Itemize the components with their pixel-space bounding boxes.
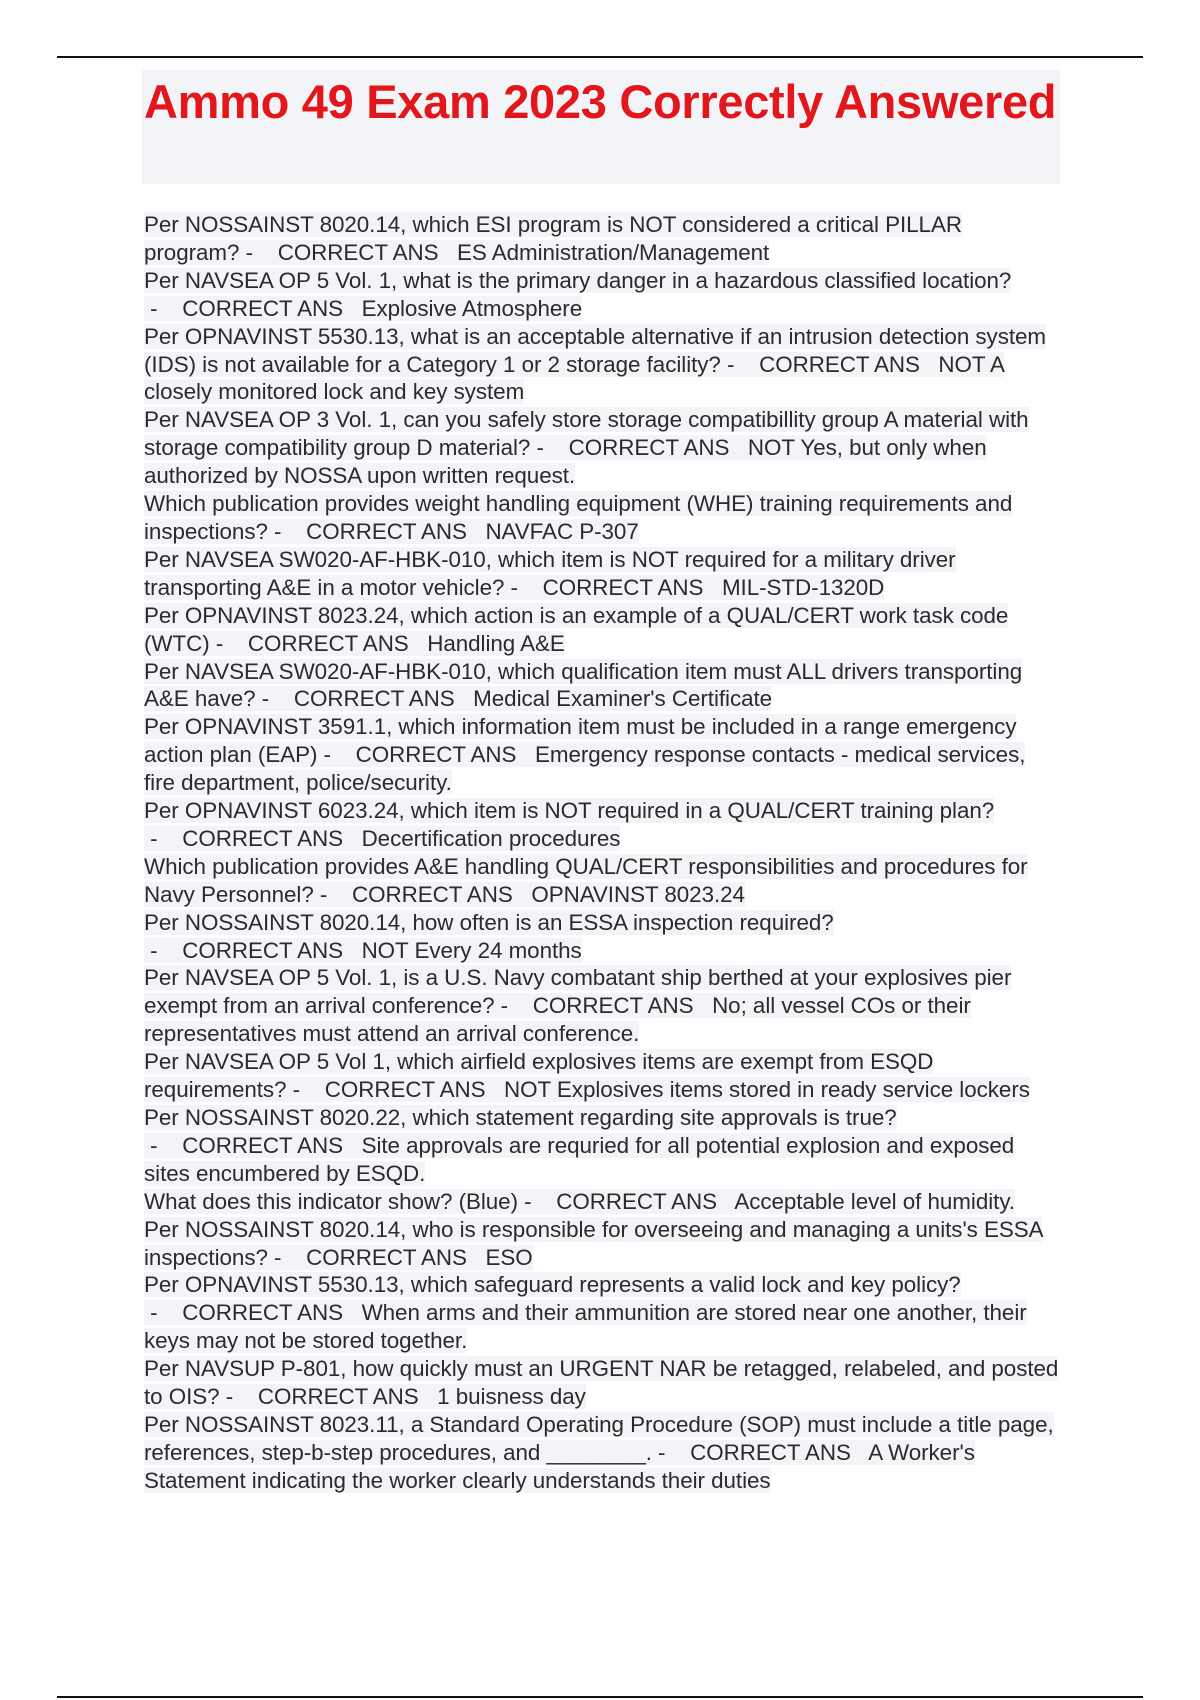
answer-separator: - CORRECT ANS bbox=[313, 881, 532, 907]
qa-item bbox=[144, 546, 1060, 602]
answer-separator: - CORRECT ANS bbox=[255, 686, 474, 712]
answer-text: A Worker's Statement indicating the worker clearly understands their duties bbox=[144, 1439, 975, 1493]
qa-item bbox=[144, 1048, 1060, 1104]
qa-text bbox=[144, 1412, 1054, 1493]
qa-item bbox=[144, 490, 1060, 546]
answer-separator: - CORRECT ANS bbox=[720, 351, 939, 377]
question-text: Per NAVSEA OP 5 Vol 1, which airfield explosives items are exempt from ESQD requirements? bbox=[144, 1049, 934, 1103]
qa-item bbox=[144, 211, 1060, 267]
qa-text bbox=[144, 854, 1028, 907]
qa-item bbox=[144, 909, 1060, 965]
answer-text: OPNAVINST 8023.24 bbox=[531, 881, 745, 907]
question-text: Per NAVSEA OP 3 Vol. 1, can you safely store storage compatibillity group A material with storage compatibility group D material? bbox=[144, 407, 1029, 461]
answer-separator: - CORRECT ANS bbox=[651, 1439, 869, 1465]
qa-item bbox=[144, 323, 1060, 407]
qa-item bbox=[144, 1216, 1060, 1272]
question-text: Which publication provides weight handling equipment (WHE) training requirements and inspections? bbox=[144, 491, 1013, 544]
question-text: Per NAVSEA OP 5 Vol. 1, is a U.S. Navy combatant ship berthed at your explosives pier exempt from an arrival conference? bbox=[144, 965, 1012, 1019]
question-text: Per OPNAVINST 5530.13, which safeguard represents a valid lock and key policy? bbox=[144, 1272, 961, 1298]
answer-text: 1 buisness day bbox=[437, 1384, 586, 1410]
qa-text bbox=[144, 324, 1046, 405]
qa-text bbox=[144, 659, 1022, 712]
qa-text bbox=[144, 603, 1008, 656]
answer-text: Site approvals are requried for all potential explosion and exposed sites encumbered by ESQD. bbox=[144, 1132, 1015, 1186]
answer-text: NAVFAC P-307 bbox=[485, 518, 639, 544]
qa-item bbox=[144, 1188, 1060, 1216]
bottom-rule bbox=[57, 1696, 1143, 1698]
qa-item bbox=[144, 267, 1060, 323]
answer-text: NOT Explosives items stored in ready service lockers bbox=[504, 1077, 1030, 1103]
qa-item bbox=[144, 713, 1060, 797]
answer-text: ES Administration/Management bbox=[457, 239, 770, 265]
qa-item bbox=[144, 1355, 1060, 1411]
answer-text: Explosive Atmosphere bbox=[361, 295, 583, 321]
qa-item bbox=[144, 1411, 1060, 1495]
question-text: Per NOSSAINST 8020.22, which statement regarding site approvals is true? bbox=[144, 1105, 897, 1130]
question-text: Which publication provides A&E handling QUAL/CERT responsibilities and procedures for Navy Personnel? bbox=[144, 853, 1028, 907]
qa-text bbox=[144, 547, 956, 600]
qa-text bbox=[144, 1049, 1030, 1102]
qa-item bbox=[144, 658, 1060, 714]
qa-item bbox=[144, 797, 1060, 853]
answer-separator: - CORRECT ANS bbox=[267, 518, 486, 544]
question-text: Per NOSSAINST 8023.11, a Standard Operating Procedure (SOP) must include a title page, references, step-b-step procedures, and ________. bbox=[144, 1411, 1054, 1465]
qa-text bbox=[144, 268, 1011, 321]
answer-text: No; all vessel COs or their representatives must attend an arrival conference. bbox=[144, 993, 971, 1047]
qa-text bbox=[144, 407, 1029, 488]
answer-text: Medical Examiner's Certificate bbox=[473, 686, 773, 712]
answer-separator: - CORRECT ANS bbox=[286, 1077, 505, 1103]
answer-text: NOT Every 24 months bbox=[361, 937, 582, 963]
qa-text bbox=[144, 1356, 1058, 1409]
answer-separator: - CORRECT ANS bbox=[267, 1244, 486, 1270]
answer-separator: - CORRECT ANS bbox=[144, 1132, 362, 1158]
question-text: Per NAVSEA OP 5 Vol. 1, what is the primary danger in a hazardous classified location? bbox=[144, 267, 1012, 293]
qa-text bbox=[144, 965, 1011, 1046]
answer-separator: - CORRECT ANS bbox=[239, 239, 457, 265]
answer-text: NOT A closely monitored lock and key system bbox=[144, 351, 1004, 405]
qa-item bbox=[144, 853, 1060, 909]
answer-text: Handling A&E bbox=[427, 630, 565, 656]
question-text: Per NAVSUP P-801, how quickly must an URGENT NAR be retagged, relabeled, and posted to OIS? bbox=[144, 1356, 1059, 1410]
qa-text bbox=[144, 1105, 1014, 1186]
question-text: Per OPNAVINST 6023.24, which item is NOT required in a QUAL/CERT training plan? bbox=[144, 798, 995, 824]
answer-text: NOT Yes, but only when authorized by NOSSA upon written request. bbox=[144, 435, 987, 489]
question-text: Per OPNAVINST 3591.1, which information item must be included in a range emergency action plan (EAP) bbox=[144, 714, 1017, 768]
answer-text: ESO bbox=[485, 1244, 533, 1270]
qa-text bbox=[144, 714, 1025, 795]
qa-text bbox=[144, 910, 834, 963]
question-text: Per NOSSAINST 8020.14, how often is an ESSA inspection required? bbox=[144, 909, 834, 935]
qa-list bbox=[144, 211, 1060, 1495]
answer-separator: - CORRECT ANS bbox=[317, 742, 535, 768]
qa-item bbox=[144, 602, 1060, 658]
document-title: Ammo 49 Exam 2023 Correctly Answered bbox=[144, 75, 1057, 128]
answer-separator: - CORRECT ANS bbox=[144, 825, 362, 851]
qa-item bbox=[144, 964, 1060, 1048]
question-text: Per NOSSAINST 8020.14, which ESI program is NOT considered a critical PILLAR program? bbox=[144, 212, 962, 265]
answer-separator: - CORRECT ANS bbox=[494, 993, 713, 1019]
qa-text bbox=[144, 1189, 1015, 1214]
qa-item bbox=[144, 406, 1060, 490]
question-text: Per NAVSEA SW020-AF-HBK-010, which qualification item must ALL drivers transporting A&E have? bbox=[144, 658, 1023, 712]
question-text: Per OPNAVINST 5530.13, what is an acceptable alternative if an intrusion detection system (IDS) is not available for a Category 1 or 2 storage facility? bbox=[144, 323, 1047, 377]
answer-text: Decertification procedures bbox=[361, 825, 621, 851]
answer-separator: - CORRECT ANS bbox=[144, 937, 362, 963]
answer-text: When arms and their ammunition are stored near one another, their keys may not be stored together. bbox=[144, 1300, 1027, 1354]
answer-text: Acceptable level of humidity. bbox=[734, 1188, 1015, 1214]
qa-item bbox=[144, 1271, 1060, 1355]
answer-text: Emergency response contacts - medical services, fire department, police/security. bbox=[144, 742, 1026, 796]
qa-text bbox=[144, 1217, 1042, 1270]
answer-separator: - CORRECT ANS bbox=[209, 630, 428, 656]
qa-item bbox=[144, 1104, 1060, 1188]
answer-text: MIL-STD-1320D bbox=[721, 574, 885, 600]
qa-text bbox=[144, 212, 962, 265]
top-rule bbox=[57, 56, 1143, 58]
question-text: Per NAVSEA SW020-AF-HBK-010, which item is NOT required for a military driver transporting A&E in a motor vehicle? bbox=[144, 546, 956, 600]
answer-separator: - CORRECT ANS bbox=[530, 435, 748, 461]
answer-separator: - CORRECT ANS bbox=[504, 574, 722, 600]
qa-text bbox=[144, 798, 994, 851]
question-text: Per OPNAVINST 8023.24, which action is an example of a QUAL/CERT work task code (WTC) bbox=[144, 602, 1009, 656]
answer-separator: - CORRECT ANS bbox=[144, 1300, 362, 1326]
answer-separator: - CORRECT ANS bbox=[518, 1188, 735, 1214]
question-text: Per NOSSAINST 8020.14, who is responsible for overseeing and managing a units's ESSA inspections? bbox=[144, 1216, 1043, 1270]
answer-separator: - CORRECT ANS bbox=[219, 1384, 438, 1410]
qa-text bbox=[144, 1272, 1027, 1353]
answer-separator: - CORRECT ANS bbox=[144, 295, 362, 321]
qa-text bbox=[144, 491, 1012, 544]
title-block bbox=[142, 70, 1060, 184]
question-text: What does this indicator show? (Blue) bbox=[144, 1188, 518, 1214]
